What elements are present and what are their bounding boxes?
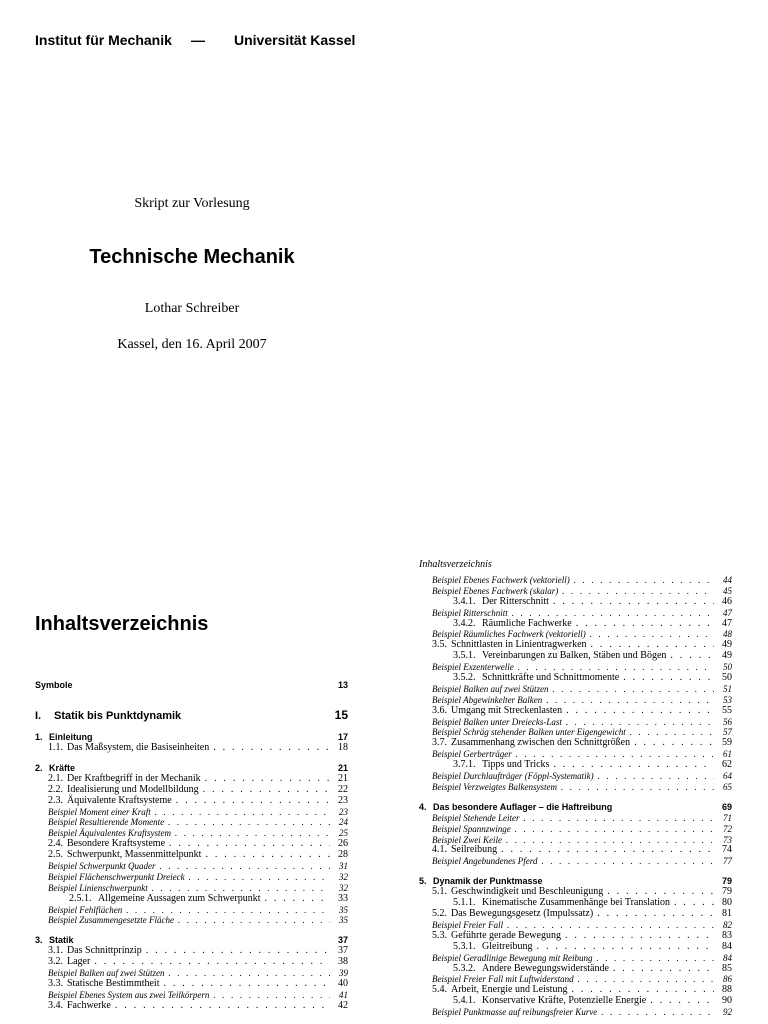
toc-page-number: 31 bbox=[339, 861, 348, 872]
toc-label: Seilreibung bbox=[451, 844, 498, 856]
toc-symbols[interactable] bbox=[35, 680, 348, 691]
toc-spacer bbox=[35, 723, 348, 732]
toc-label: Das Bewegungsgesetz (Impulssatz) bbox=[451, 908, 594, 920]
toc-label: Beispiel Angebundenes Pferd bbox=[432, 856, 538, 867]
toc-page-number: 88 bbox=[722, 984, 732, 996]
toc-label: Beispiel Verzweigtes Balkensystem bbox=[432, 781, 557, 792]
toc-page-number: 85 bbox=[722, 962, 732, 974]
toc-label: Das besondere Auflager – die Haftreibung bbox=[433, 801, 613, 812]
toc-leader-dots bbox=[546, 695, 714, 706]
toc-label: Der Ritterschnitt bbox=[482, 595, 549, 607]
header-institute: Institut für Mechanik bbox=[35, 32, 172, 48]
toc-label: Schnittkräfte und Schnittmomente bbox=[482, 672, 620, 684]
toc-spacer bbox=[419, 867, 732, 876]
toc-section[interactable] bbox=[35, 1001, 348, 1012]
toc-example[interactable] bbox=[419, 813, 732, 824]
toc-subsection[interactable] bbox=[419, 597, 732, 608]
toc-page-number: 72 bbox=[723, 823, 732, 834]
toc-number: 3.5.1. bbox=[453, 650, 476, 662]
toc-label: Schwerpunkt, Massenmittelpunkt bbox=[67, 849, 202, 861]
toc-label: Statische Bestimmtheit bbox=[67, 978, 160, 990]
toc-number: 3.2. bbox=[48, 956, 63, 968]
toc-page-number: 41 bbox=[339, 989, 348, 1000]
toc-label: Beispiel Zwei Keile bbox=[432, 834, 502, 845]
toc-label: Beispiel Punktmasse auf reibungsfreier Kurve bbox=[432, 1007, 598, 1018]
toc-label: Beispiel Ritterschnitt bbox=[432, 607, 508, 618]
toc-example[interactable] bbox=[35, 872, 348, 883]
toc-number: 5.3.1. bbox=[453, 940, 476, 952]
toc-label: Beispiel Geradlinige Bewegung mit Reibung bbox=[432, 952, 593, 963]
toc-example[interactable] bbox=[419, 575, 732, 586]
toc-leader-dots bbox=[175, 828, 330, 839]
toc-label: Beispiel Ebenes Fachwerk (skalar) bbox=[432, 585, 559, 596]
toc-page-number: 53 bbox=[723, 694, 732, 705]
toc-leader-dots bbox=[552, 684, 714, 695]
toc-label: Vereinbarungen zu Balken, Stäben und Bögen bbox=[482, 650, 667, 662]
toc-page-number: 32 bbox=[339, 871, 348, 882]
toc-page-number: 24 bbox=[339, 817, 348, 828]
toc-leader-dots bbox=[630, 727, 714, 738]
toc-label: Beispiel Resultierende Momente bbox=[48, 817, 165, 828]
toc-page-number: 47 bbox=[722, 617, 732, 629]
toc-number: 2.5.1. bbox=[69, 892, 92, 904]
toc-section[interactable] bbox=[419, 909, 732, 920]
toc-number: 5. bbox=[419, 876, 427, 887]
toc-number: 5.3. bbox=[432, 929, 447, 941]
toc-page-number: 28 bbox=[338, 849, 348, 861]
toc-page-number: 50 bbox=[722, 672, 732, 684]
toc-leader-dots bbox=[623, 673, 714, 684]
toc-heading: Inhaltsverzeichnis bbox=[35, 613, 209, 635]
toc-example[interactable] bbox=[35, 817, 348, 828]
toc-page-number: 69 bbox=[721, 801, 732, 812]
toc-leader-dots bbox=[189, 872, 330, 883]
document-subtitle: Skript zur Vorlesung bbox=[134, 196, 250, 211]
toc-subsection[interactable] bbox=[419, 942, 732, 953]
toc-page-number: 59 bbox=[722, 737, 732, 749]
toc-label: Beispiel Räumliches Fachwerk (vektoriell) bbox=[432, 629, 586, 640]
toc-page-number: 40 bbox=[338, 978, 348, 990]
toc-number: 3.1. bbox=[48, 945, 63, 957]
toc-label: Arbeit, Energie und Leistung bbox=[451, 984, 568, 996]
toc-page-number: 21 bbox=[338, 772, 348, 784]
toc-label: Dynamik der Punktmasse bbox=[433, 876, 543, 887]
toc-leader-dots bbox=[126, 905, 330, 916]
toc-leader-dots bbox=[553, 760, 714, 771]
toc-leader-dots bbox=[176, 796, 330, 807]
toc-page-number: 71 bbox=[723, 812, 732, 823]
toc-number: 5.1.1. bbox=[453, 897, 476, 909]
toc-page-number: 82 bbox=[723, 919, 732, 930]
toc-number: 3.5.2. bbox=[453, 672, 476, 684]
toc-label: Beispiel Spannzwinge bbox=[432, 823, 511, 834]
toc-section[interactable] bbox=[35, 743, 348, 754]
toc-leader-dots bbox=[674, 898, 714, 909]
toc-page-number: 64 bbox=[723, 771, 732, 782]
toc-number: 3. bbox=[35, 935, 43, 946]
toc-leader-dots bbox=[264, 894, 330, 905]
toc-example[interactable] bbox=[419, 782, 732, 793]
toc-label: Gleitreibung bbox=[482, 940, 533, 952]
toc-page-number: 32 bbox=[339, 882, 348, 893]
toc-page-number: 21 bbox=[337, 762, 348, 773]
toc-number: 4. bbox=[419, 801, 427, 812]
toc-subsection[interactable] bbox=[35, 894, 348, 905]
toc-leader-dots bbox=[650, 996, 714, 1007]
toc-page-number: 90 bbox=[722, 995, 732, 1007]
toc-example[interactable] bbox=[35, 807, 348, 818]
toc-leader-dots bbox=[574, 575, 714, 586]
toc-page-number: 50 bbox=[723, 662, 732, 673]
toc-label: Der Kraftbegriff in der Mechanik bbox=[67, 772, 201, 784]
toc-example[interactable] bbox=[419, 771, 732, 782]
document-author: Lothar Schreiber bbox=[144, 301, 240, 316]
toc-number: 3.4.1. bbox=[453, 595, 476, 607]
toc-label: Beispiel Freier Fall bbox=[432, 919, 504, 930]
toc-column-right bbox=[419, 559, 732, 1018]
toc-leader-dots bbox=[501, 845, 714, 856]
toc-leader-dots bbox=[159, 861, 330, 872]
toc-number: 3.7. bbox=[432, 737, 447, 749]
toc-label: Beispiel Linienschwerpunkt bbox=[48, 882, 148, 893]
toc-label: Beispiel Ebenes System aus zwei Teilkörpern bbox=[48, 989, 210, 1000]
toc-subsection[interactable] bbox=[419, 996, 732, 1007]
toc-page-number: 37 bbox=[337, 935, 348, 946]
toc-label: Beispiel Schwerpunkt Quader bbox=[48, 861, 156, 872]
toc-page-number: 18 bbox=[338, 742, 348, 753]
toc-page-number: 37 bbox=[338, 945, 348, 957]
toc-label: Räumliche Fachwerke bbox=[482, 617, 572, 629]
toc-label: Beispiel Fehlflächen bbox=[48, 904, 123, 915]
toc-leader-dots bbox=[670, 651, 714, 662]
toc-number: 3.5. bbox=[432, 639, 447, 651]
toc-label: Beispiel Moment einer Kraft bbox=[48, 806, 151, 817]
toc-number: I. bbox=[35, 710, 42, 722]
toc-number: 5.2. bbox=[432, 908, 447, 920]
toc-number: 3.6. bbox=[432, 704, 447, 716]
toc-example[interactable] bbox=[35, 915, 348, 926]
toc-page-number: 22 bbox=[338, 783, 348, 795]
toc-label: Äquivalente Kraftsysteme bbox=[67, 794, 172, 806]
toc-page-number: 57 bbox=[723, 727, 732, 738]
toc-page-number: 23 bbox=[338, 794, 348, 806]
toc-leader-dots bbox=[506, 835, 714, 846]
toc-leader-dots bbox=[168, 968, 330, 979]
toc-label: Beispiel Durchlaufträger (Föppl-Systematik) bbox=[432, 771, 594, 782]
toc-leader-dots bbox=[597, 909, 714, 920]
toc-section[interactable] bbox=[419, 738, 732, 749]
toc-leader-dots bbox=[213, 743, 330, 754]
toc-label: Beispiel Balken auf zwei Stützen bbox=[48, 968, 165, 979]
toc-number: 5.4.1. bbox=[453, 995, 476, 1007]
toc-leader-dots bbox=[565, 931, 714, 942]
toc-leader-dots bbox=[168, 817, 330, 828]
toc-page-number: 35 bbox=[339, 904, 348, 915]
toc-number: 3.7.1. bbox=[453, 759, 476, 771]
toc-page-number: 45 bbox=[723, 585, 732, 596]
toc-page-number: 81 bbox=[722, 908, 732, 920]
toc-leader-dots bbox=[561, 782, 714, 793]
toc-example[interactable] bbox=[419, 824, 732, 835]
toc-subsection[interactable] bbox=[419, 760, 732, 771]
toc-number: 5.3.2. bbox=[453, 962, 476, 974]
toc-label: Das Schnittprinzip bbox=[67, 945, 142, 957]
toc-page-number: 44 bbox=[723, 575, 732, 585]
toc-leader-dots bbox=[178, 915, 330, 926]
toc-number: 3.4. bbox=[48, 999, 63, 1011]
toc-page-number: 42 bbox=[338, 999, 348, 1011]
toc-label: Andere Bewegungswiderstände bbox=[482, 962, 609, 974]
toc-leader-dots bbox=[537, 942, 714, 953]
toc-label: Idealisierung und Modellbildung bbox=[67, 783, 199, 795]
toc-example[interactable] bbox=[419, 953, 732, 964]
toc-leader-dots bbox=[164, 979, 331, 990]
toc-spacer bbox=[419, 793, 732, 802]
toc-page-number: 83 bbox=[722, 929, 732, 941]
toc-label: Einleitung bbox=[49, 732, 93, 742]
toc-label: Beispiel Exzenterwelle bbox=[432, 662, 514, 673]
toc-spacer bbox=[35, 926, 348, 935]
toc-number: 2.4. bbox=[48, 838, 63, 850]
toc-label: Statik bis Punktdynamik bbox=[54, 710, 182, 722]
toc-label: Umgang mit Streckenlasten bbox=[451, 704, 563, 716]
toc-leader-dots bbox=[146, 946, 330, 957]
toc-leader-dots bbox=[512, 608, 714, 619]
toc-number: 3.4.2. bbox=[453, 617, 476, 629]
toc-page-number: 73 bbox=[723, 834, 732, 845]
toc-number: 3.3. bbox=[48, 978, 63, 990]
toc-leader-dots bbox=[598, 771, 714, 782]
toc-page-number: 79 bbox=[722, 886, 732, 898]
toc-page-number: 15 bbox=[334, 708, 348, 722]
toc-label: Beispiel Freier Fall mit Luftwiderstand bbox=[432, 974, 574, 985]
toc-page-number: 56 bbox=[723, 716, 732, 727]
toc-leader-dots bbox=[590, 629, 714, 640]
toc-number: 2.3. bbox=[48, 794, 63, 806]
toc-number: 5.1. bbox=[432, 886, 447, 898]
toc-label: Fachwerke bbox=[67, 999, 111, 1011]
toc-page-number: 39 bbox=[339, 968, 348, 979]
toc-page-number: 62 bbox=[722, 759, 732, 771]
toc-leader-dots bbox=[596, 953, 714, 964]
toc-leader-dots bbox=[553, 597, 714, 608]
toc-page-number: 65 bbox=[723, 781, 732, 792]
toc-leader-dots bbox=[213, 990, 330, 1001]
toc-subsection[interactable] bbox=[419, 673, 732, 684]
toc-leader-dots bbox=[515, 824, 714, 835]
toc-leader-dots bbox=[566, 706, 714, 717]
toc-page-number: 86 bbox=[723, 974, 732, 985]
toc-label: Beispiel Balken auf zwei Stützen bbox=[432, 683, 549, 694]
toc-subsection[interactable] bbox=[419, 619, 732, 630]
toc-page-number: 35 bbox=[339, 915, 348, 926]
toc-label: Beispiel Äquivalentes Kraftsystem bbox=[48, 828, 171, 839]
toc-leader-dots bbox=[634, 738, 714, 749]
toc-example[interactable] bbox=[419, 1007, 732, 1018]
toc-label: Lager bbox=[67, 956, 91, 968]
toc-label: Besondere Kraftsysteme bbox=[67, 838, 166, 850]
toc-label: Beispiel Stehende Leiter bbox=[432, 812, 520, 823]
toc-subsection[interactable] bbox=[419, 964, 732, 975]
toc-label: Geschwindigkeit und Beschleunigung bbox=[451, 886, 604, 898]
toc-label: Beispiel Zusammengesetzte Fläche bbox=[48, 915, 174, 926]
toc-number: 2.2. bbox=[48, 783, 63, 795]
toc-page-number: 49 bbox=[722, 650, 732, 662]
toc-example[interactable] bbox=[35, 861, 348, 872]
toc-page-number: 26 bbox=[338, 838, 348, 850]
toc-label: Allgemeine Aussagen zum Schwerpunkt bbox=[98, 892, 261, 904]
toc-leader-dots bbox=[601, 1007, 714, 1018]
document-date: Kassel, den 16. April 2007 bbox=[117, 337, 267, 352]
toc-label: Beispiel Balken unter Dreiecks-Last bbox=[432, 716, 562, 727]
header-dash: — bbox=[191, 32, 205, 48]
toc-subsection[interactable] bbox=[419, 651, 732, 662]
toc-number: 5.4. bbox=[432, 984, 447, 996]
toc-spacer bbox=[35, 691, 348, 707]
toc-section[interactable] bbox=[35, 850, 348, 861]
toc-label: Kräfte bbox=[49, 762, 76, 773]
toc-leader-dots bbox=[578, 974, 714, 985]
toc-page-number: 13 bbox=[337, 680, 348, 690]
toc-leader-dots bbox=[205, 774, 330, 785]
toc-page-number: 92 bbox=[723, 1007, 732, 1018]
header-university: Universität Kassel bbox=[234, 32, 356, 48]
toc-leader-dots bbox=[613, 964, 714, 975]
toc-column-left bbox=[35, 680, 348, 1012]
toc-label: Beispiel Abgewinkelter Balken bbox=[432, 694, 543, 705]
toc-page-number: 55 bbox=[722, 704, 732, 716]
toc-page-number: 51 bbox=[723, 683, 732, 694]
toc-number: 1.1. bbox=[48, 742, 63, 753]
toc-number: 2.5. bbox=[48, 849, 63, 861]
toc-label: Beispiel Ebenes Fachwerk (vektoriell) bbox=[432, 575, 570, 585]
toc-number: 1. bbox=[35, 732, 43, 742]
toc-label: Beispiel Schräg stehender Balken unter Eigengewicht bbox=[432, 727, 626, 738]
toc-label: Beispiel Gerberträger bbox=[432, 749, 512, 760]
toc-example[interactable] bbox=[419, 717, 732, 728]
toc-leader-dots bbox=[115, 1001, 330, 1012]
running-header: Inhaltsverzeichnis bbox=[419, 559, 492, 570]
toc-page-number: 33 bbox=[338, 892, 348, 904]
toc-label: Konservative Kräfte, Potenzielle Energie bbox=[482, 995, 647, 1007]
toc-example[interactable] bbox=[419, 856, 732, 867]
toc-leader-dots bbox=[576, 619, 714, 630]
toc-leader-dots bbox=[94, 957, 330, 968]
toc-page-number: 48 bbox=[723, 629, 732, 640]
toc-leader-dots bbox=[566, 717, 714, 728]
toc-leader-dots bbox=[205, 850, 330, 861]
toc-example[interactable] bbox=[419, 608, 732, 619]
toc-leader-dots bbox=[523, 813, 714, 824]
toc-label: Beispiel Flächenschwerpunkt Dreieck bbox=[48, 871, 185, 882]
toc-page-number: 84 bbox=[723, 952, 732, 963]
toc-page-number: 17 bbox=[337, 732, 348, 742]
toc-page-number: 47 bbox=[723, 607, 732, 618]
document-title: Technische Mechanik bbox=[89, 246, 295, 268]
toc-section[interactable] bbox=[35, 957, 348, 968]
toc-label: Statik bbox=[49, 935, 74, 946]
toc-label: Zusammenhang zwischen den Schnittgrößen bbox=[451, 737, 631, 749]
toc-page-number: 74 bbox=[722, 844, 732, 856]
toc-page-number: 61 bbox=[723, 749, 732, 760]
toc-section[interactable] bbox=[35, 796, 348, 807]
toc-number: 2.1. bbox=[48, 772, 63, 784]
toc-page-number: 23 bbox=[339, 806, 348, 817]
toc-page-number: 49 bbox=[722, 639, 732, 651]
toc-spacer bbox=[35, 754, 348, 763]
toc-label: Das Maßsystem, die Basiseinheiten bbox=[67, 742, 210, 753]
toc-leader-dots bbox=[155, 807, 330, 818]
toc-page-number: 77 bbox=[723, 856, 732, 867]
toc-page-number: 25 bbox=[339, 828, 348, 839]
toc-label: Symbole bbox=[35, 680, 73, 690]
toc-section[interactable] bbox=[419, 845, 732, 856]
toc-label: Schnittlasten in Linientragwerken bbox=[451, 639, 587, 651]
toc-section[interactable] bbox=[419, 706, 732, 717]
toc-number: 4.1. bbox=[432, 844, 447, 856]
toc-page-number: 46 bbox=[722, 595, 732, 607]
toc-section[interactable] bbox=[35, 979, 348, 990]
toc-chapter[interactable] bbox=[419, 802, 732, 813]
toc-part[interactable] bbox=[35, 707, 348, 723]
toc-page-number: 80 bbox=[722, 897, 732, 909]
toc-label: Tipps und Tricks bbox=[482, 759, 550, 771]
toc-leader-dots bbox=[203, 785, 330, 796]
toc-example[interactable] bbox=[419, 684, 732, 695]
toc-example[interactable] bbox=[35, 905, 348, 916]
toc-leader-dots bbox=[541, 856, 714, 867]
toc-page-number: 79 bbox=[721, 876, 732, 887]
toc-label: Kinematische Zusammenhänge bei Translation bbox=[482, 897, 671, 909]
toc-leader-dots bbox=[562, 586, 714, 597]
toc-page-number: 38 bbox=[338, 956, 348, 968]
toc-number: 2. bbox=[35, 762, 43, 773]
toc-label: Geführte gerade Bewegung bbox=[451, 929, 561, 941]
toc-page-number: 84 bbox=[722, 940, 732, 952]
